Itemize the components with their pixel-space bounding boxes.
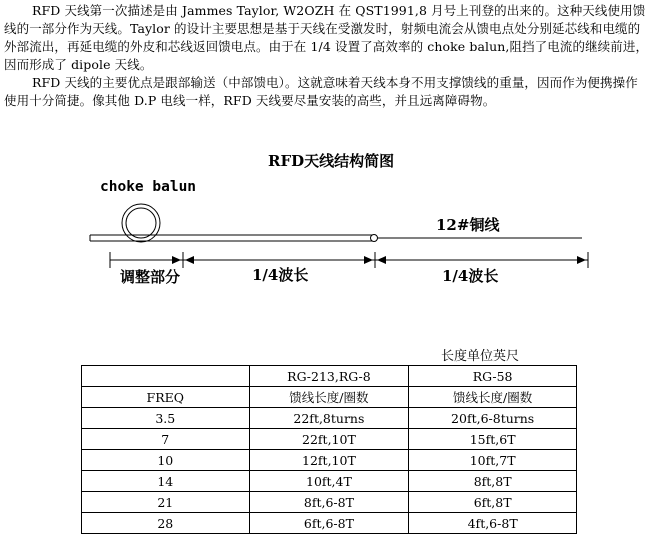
choke-balun-label: choke balun [100,179,197,195]
table-cell: 20ft,6-8turns [409,408,577,429]
table-cell: 6ft,6-8T [249,513,409,534]
antenna-diagram [0,140,655,300]
table-header-cell: RG-58 [409,366,577,387]
feedline-length-table [81,365,577,534]
table-cell: 15ft,6T [409,429,577,450]
segment-label-adjust: 调整部分 [120,268,181,286]
table-cell: 28 [82,513,250,534]
table-cell: 22ft,8turns [249,408,409,429]
feed-point [371,235,378,242]
table-cell: 22ft,10T [249,429,409,450]
segment-label-quarter-1: 1/4波长 [252,266,309,284]
table-header-cell [82,366,250,387]
unit-note: 长度单位英尺 [441,349,520,364]
table-header-cell: RG-213,RG-8 [249,366,409,387]
choke-balun-outer [122,204,160,242]
table-cell: 6ft,8T [409,492,577,513]
intro-paragraph: RFD 天线第一次描述是由 Jammes Taylor, W2OZH 在 QST1991,8 月号上刊登的出来的。这种天线使用馈线的一部分作为天线。Taylor 的设计主要思想是基于天线在受激发时，射频电流会从馈电点处分别延芯线和电缆的外部流出，再延电缆的外皮和芯线返回馈电点。由于在 1/4 设置了高效率的 choke balun,阻挡了电流的继续前进，因而形成了 dipole 天线。 [4,3,649,72]
advantages-paragraph: RFD 天线的主要优点是跟部输送（中部馈电）。这就意味着天线本身不用支撑馈线的重量，因而作为便携操作使用十分简捷。像其他 D.P 电线一样，RFD 天线要尽量安装的高些，并且远离障碍物。 [4,75,638,108]
table-row [82,450,577,471]
table-cell: 8ft,8T [409,471,577,492]
table-row [82,429,577,450]
table-cell: 10ft,4T [249,471,409,492]
table-row [82,492,577,513]
arrow-3 [364,256,373,264]
table-cell: 7 [82,429,250,450]
arrow-5 [577,256,586,264]
table-cell: 4ft,6-8T [409,513,577,534]
table-cell: 8ft,6-8T [249,492,409,513]
table-row [82,408,577,429]
table-header-cell: FREQ [82,387,250,408]
diagram-title: RFD天线结构简图 [268,152,395,170]
table-header-cell: 馈线长度/圈数 [409,387,577,408]
table-row [82,471,577,492]
table-cell: 12ft,10T [249,450,409,471]
table-cell: 3.5 [82,408,250,429]
table-cell: 10 [82,450,250,471]
table-cell: 14 [82,471,250,492]
table-header-row-1 [82,366,577,387]
segment-label-quarter-2: 1/4波长 [442,267,499,285]
table-header-cell: 馈线长度/圈数 [249,387,409,408]
table-header-row-2 [82,387,577,408]
table-body [82,366,577,534]
arrow-2 [185,256,194,264]
table-cell: 10ft,7T [409,450,577,471]
table-row [82,513,577,534]
table-cell: 21 [82,492,250,513]
arrow-4 [377,256,386,264]
copper-wire-label: 12#铜线 [436,216,500,234]
choke-balun-inner [126,208,156,238]
arrow-1 [172,256,181,264]
